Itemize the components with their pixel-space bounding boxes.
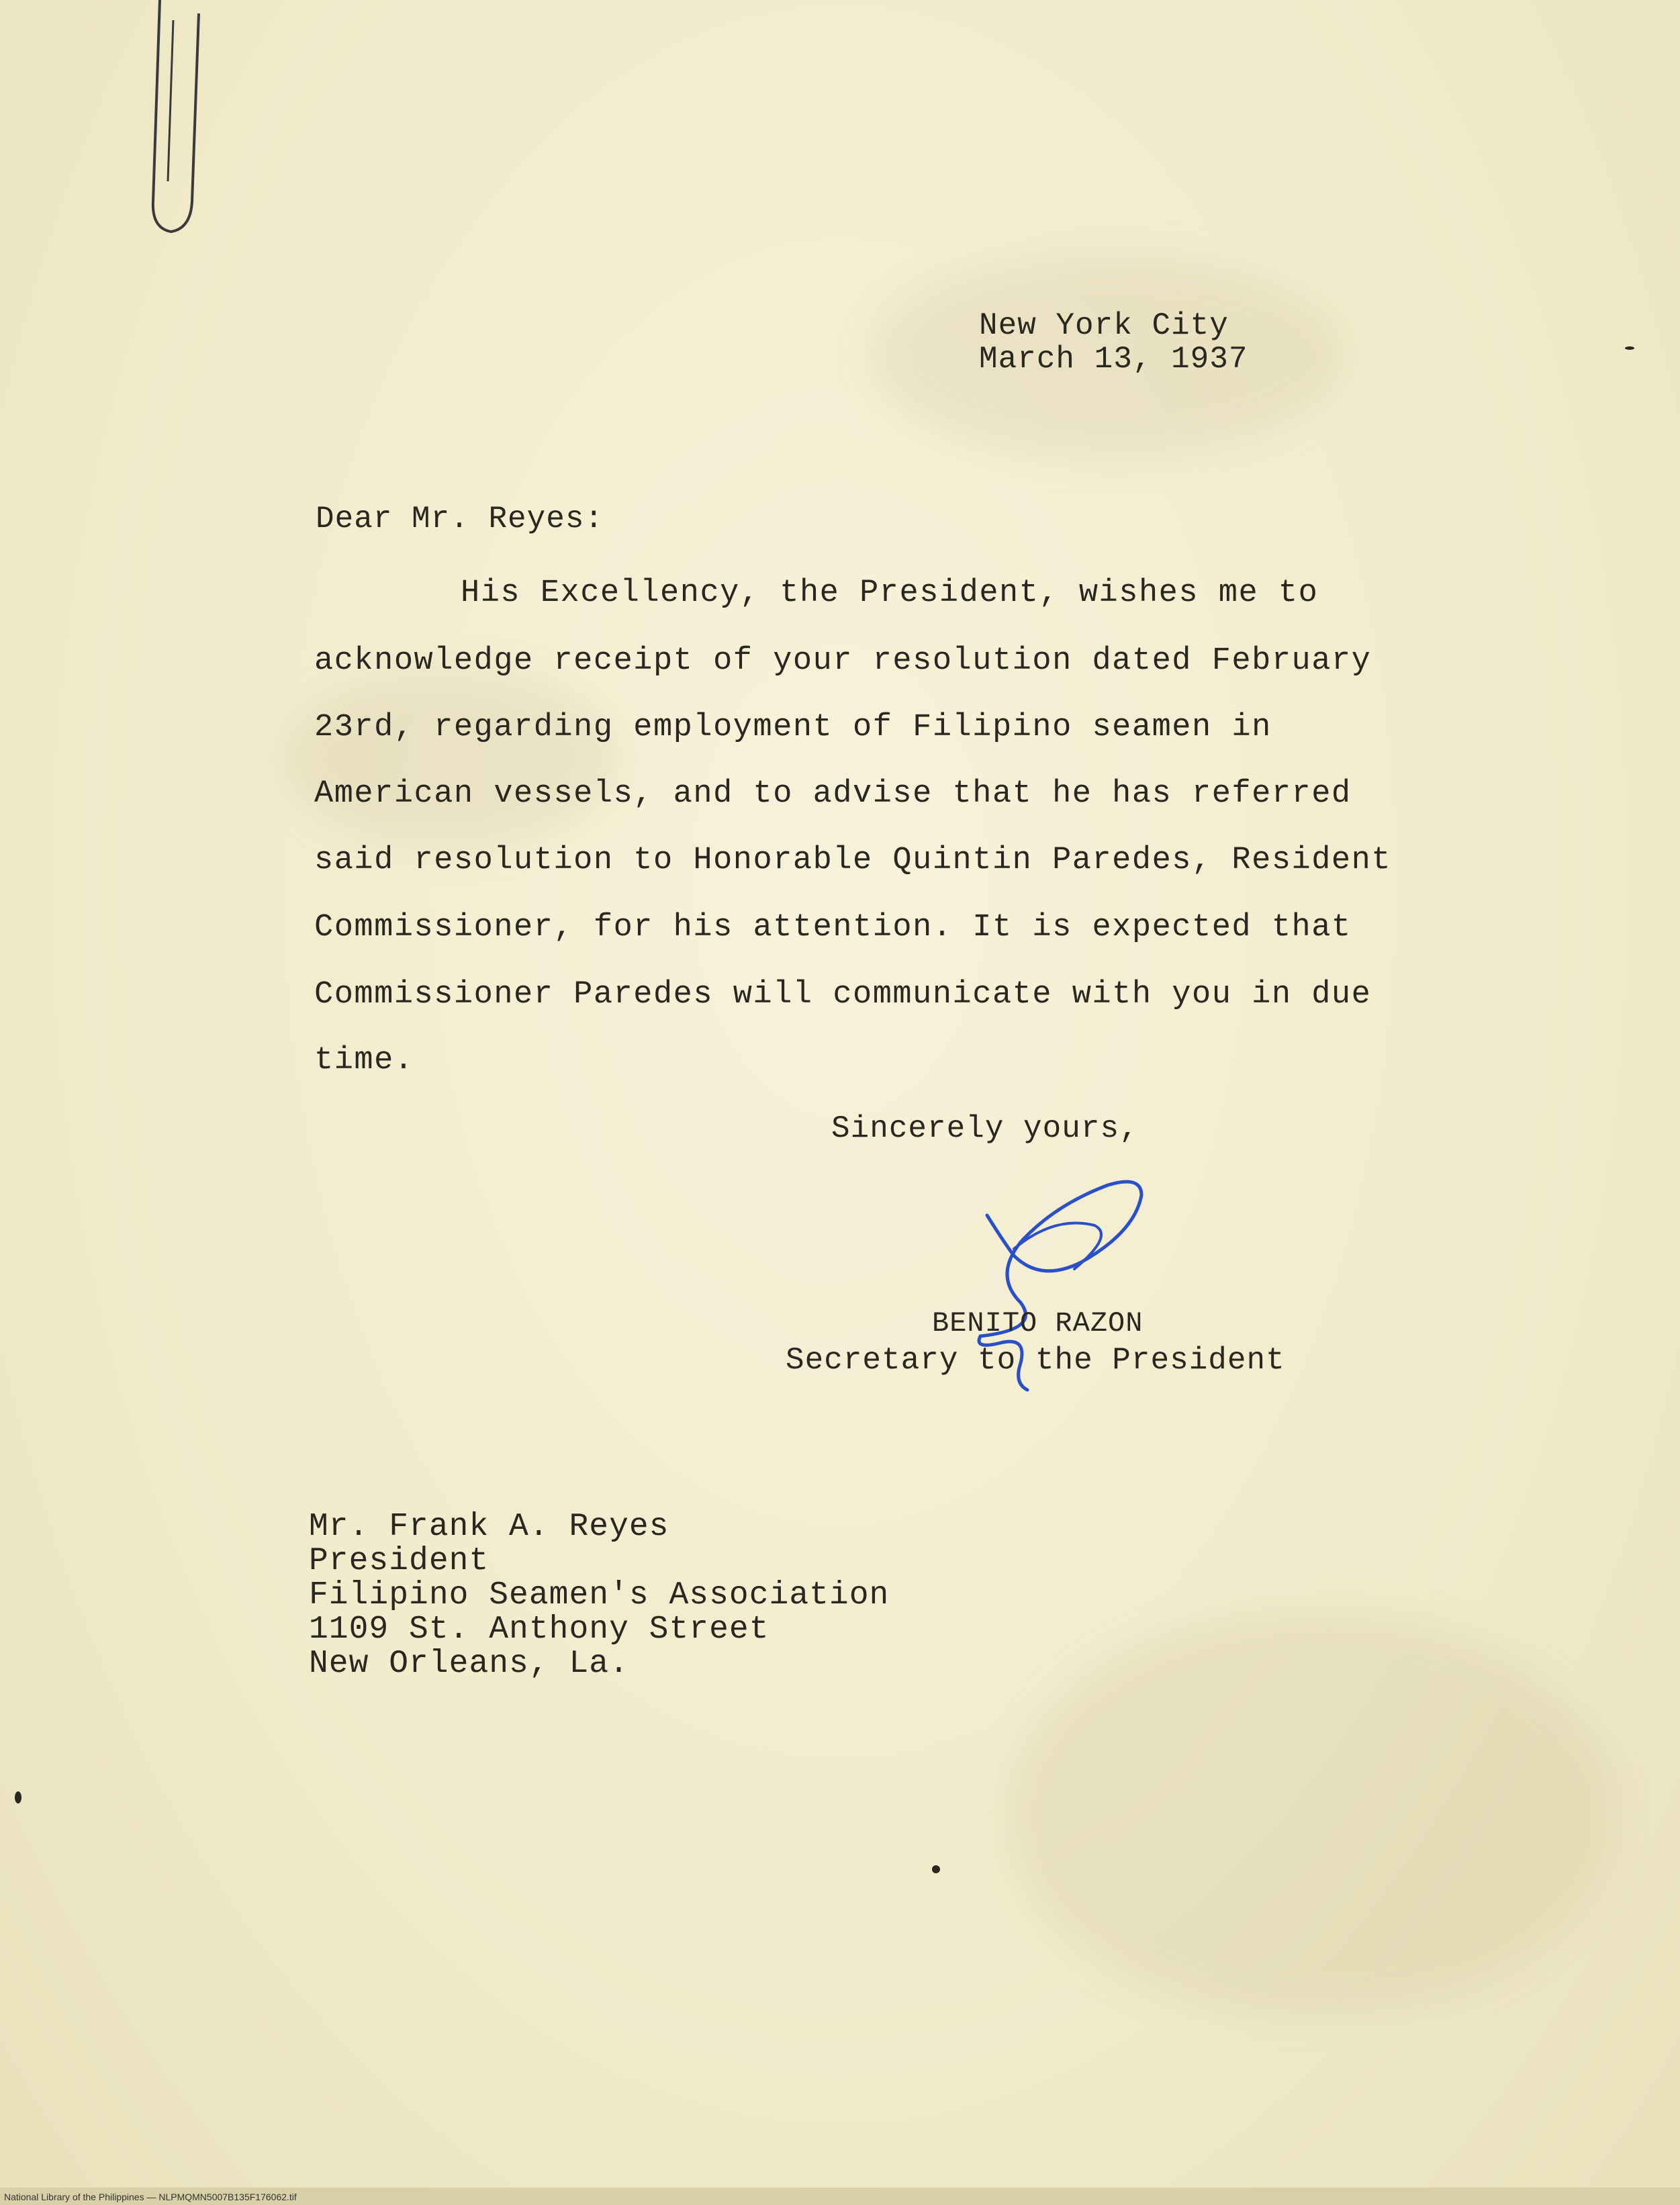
recipient-name: Mr. Frank A. Reyes — [309, 1509, 669, 1545]
body-line: said resolution to Honorable Quintin Paredes, Resident — [314, 843, 1392, 878]
body-line: Commissioner, for his attention. It is expected that — [314, 910, 1352, 945]
body-line: 23rd, regarding employment of Filipino seamen in — [314, 710, 1272, 745]
recipient-city: New Orleans, La. — [309, 1646, 629, 1682]
body-line: American vessels, and to advise that he has referred — [314, 776, 1352, 812]
signer-title: Secretary to the President — [786, 1343, 1285, 1378]
body-line: time. — [314, 1043, 414, 1078]
ink-speck — [1625, 346, 1634, 350]
ink-speck — [932, 1865, 940, 1873]
paper-stain — [282, 671, 618, 846]
date-line: March 13, 1937 — [979, 342, 1248, 377]
body-line: His Excellency, the President, wishes me to — [461, 575, 1319, 611]
paper-stain — [1007, 1611, 1612, 2014]
place-line: New York City — [979, 308, 1229, 343]
recipient-street: 1109 St. Anthony Street — [309, 1611, 769, 1648]
signer-name: BENITO RAZON — [932, 1307, 1144, 1340]
salutation: Dear Mr. Reyes: — [316, 502, 604, 536]
ink-speck — [15, 1791, 21, 1803]
recipient-title: President — [309, 1543, 489, 1579]
body-line: acknowledge receipt of your resolution dated February — [314, 643, 1372, 679]
recipient-organization: Filipino Seamen's Association — [309, 1577, 890, 1613]
body-line: Commissioner Paredes will communicate with you in due — [314, 977, 1372, 1013]
closing: Sincerely yours, — [831, 1111, 1139, 1146]
paperclip-icon — [134, 0, 208, 242]
archive-note: National Library of the Philippines — NLPMQMN5007B135F176062.tif — [4, 2192, 297, 2202]
